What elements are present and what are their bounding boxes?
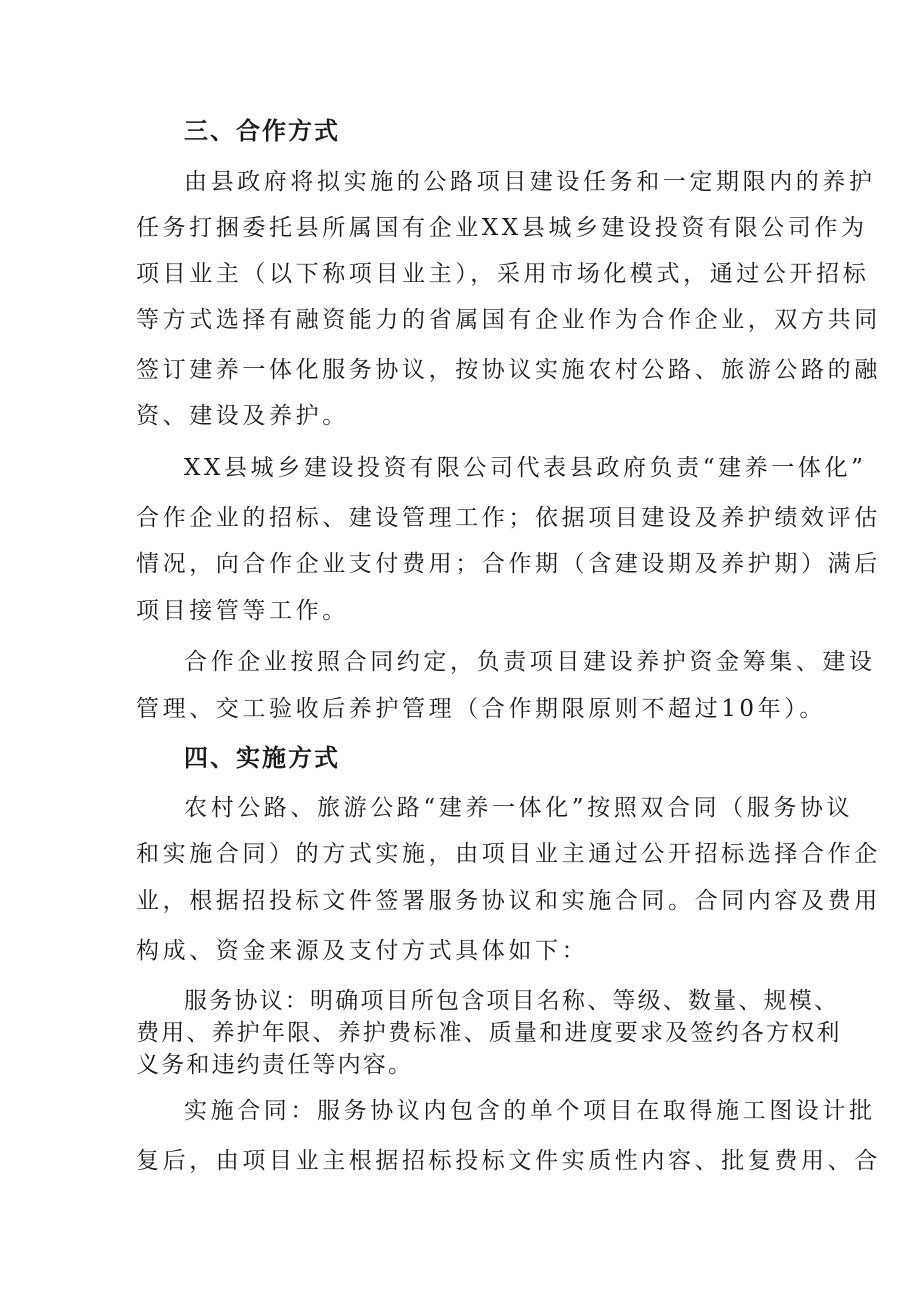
section-3-heading: 三、合作方式 — [184, 117, 340, 145]
section-3-para-1-line-5: 签订建养一体化服务协议，按协议实施农村公路、旅游公路的融 — [136, 357, 881, 383]
section-4-para-1-line-1: 农村公路、旅游公路“建养一体化”按照双合同（服务协议 — [184, 795, 854, 821]
section-4-para-1-line-4: 构成、资金来源及支付方式具体如下： — [136, 938, 589, 964]
section-4-para-2-line-3: 义务和违约责任等内容。 — [136, 1052, 414, 1078]
section-3-para-1-line-3: 项目业主（以下称项目业主），采用市场化模式，通过公开招标 — [136, 261, 870, 287]
section-3-para-2-line-2: 合作企业的招标、建设管理工作；依据项目建设及养护绩效评估 — [136, 505, 881, 531]
section-4-para-2-line-2: 费用、养护年限、养护费标准、质量和进度要求及签约各方权利 — [136, 1020, 842, 1046]
section-3-para-1-line-1: 由县政府将拟实施的公路项目建设任务和一定期限内的养护 — [184, 169, 876, 195]
section-3-para-1-line-2: 任务打捆委托县所属国有企业XX县城乡建设投资有限公司作为 — [136, 215, 868, 241]
section-3-para-1-line-6: 资、建设及养护。 — [136, 403, 349, 429]
section-4-heading: 四、实施方式 — [184, 744, 340, 772]
section-3-para-1-line-4: 等方式选择有融资能力的省属国有企业作为合作企业，双方共同 — [136, 307, 881, 333]
section-4-para-2-line-1: 服务协议：明确项目所包含项目名称、等级、数量、规模、 — [184, 988, 840, 1014]
section-4-para-1-line-2: 和实施合同）的方式实施，由项目业主通过公开招标选择合作企 — [136, 841, 881, 867]
section-3-para-2-line-3: 情况，向合作企业支付费用；合作期（含建设期及养护期）满后 — [136, 551, 881, 577]
section-3-para-3-line-1: 合作企业按照合同约定，负责项目建设养护资金筹集、建设 — [184, 649, 876, 675]
section-4-para-1-line-3: 业，根据招投标文件签署服务协议和实施合同。合同内容及费用 — [136, 888, 881, 914]
section-3-para-2-line-1: XX县城乡建设投资有限公司代表县政府负责“建养一体化” — [184, 455, 867, 481]
section-4-para-3-line-2: 复后，由项目业主根据招标投标文件实质性内容、批复费用、合 — [136, 1148, 881, 1174]
section-3-para-3-line-2: 管理、交工验收后养护管理（合作期限原则不超过10年）。 — [136, 696, 826, 722]
section-4-para-3-line-1: 实施合同：服务协议内包含的单个项目在取得施工图设计批 — [184, 1098, 876, 1124]
section-3-para-2-line-4: 项目接管等工作。 — [136, 598, 349, 624]
